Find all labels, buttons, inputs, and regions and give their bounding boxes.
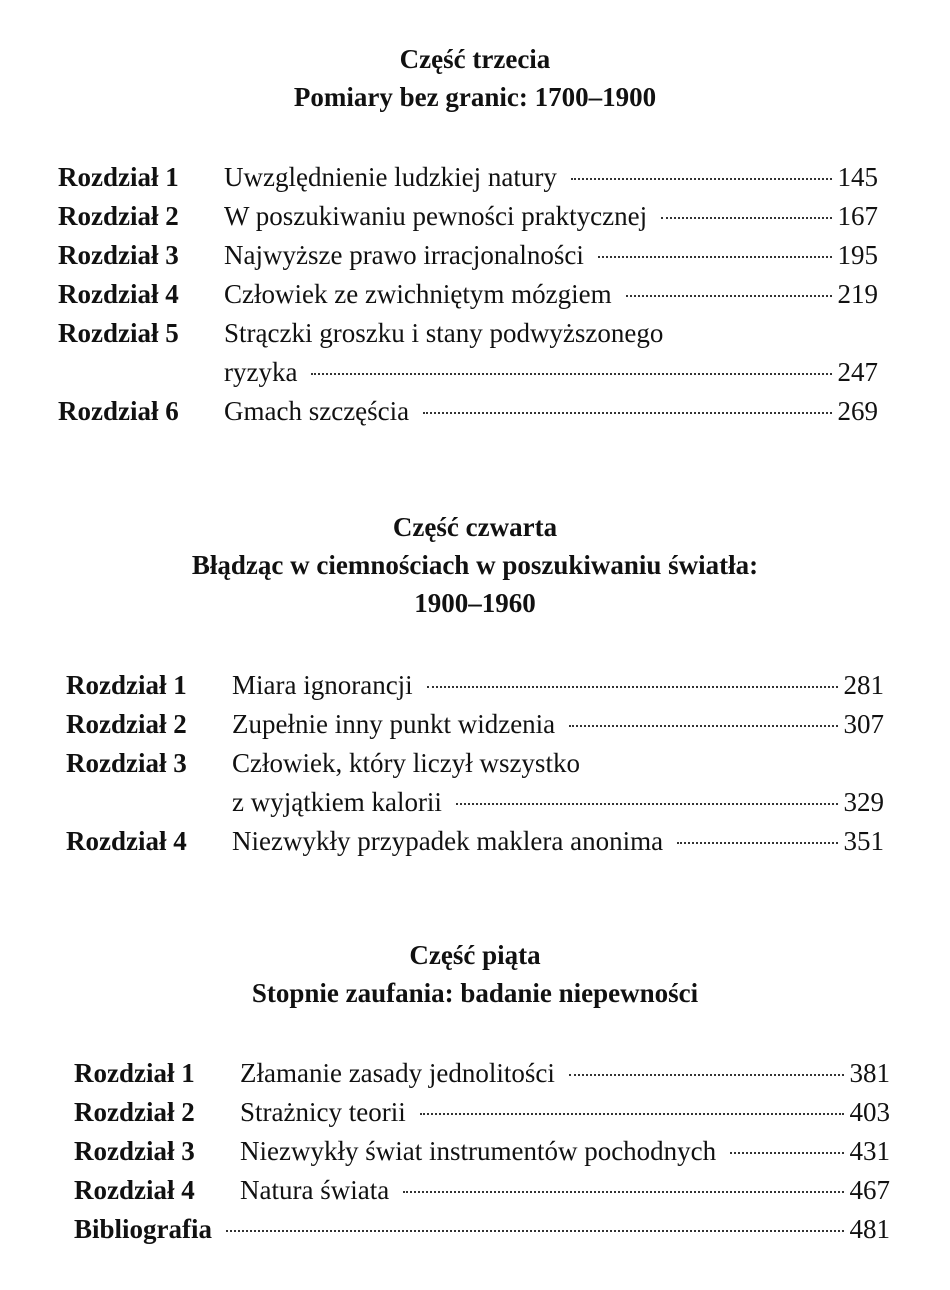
dot-leader: [677, 842, 837, 844]
part-4-number: Część czwarta: [392, 512, 558, 542]
page-number: 381: [849, 1058, 890, 1088]
part-4-title-years: 1900–1960: [414, 588, 536, 618]
page-number: 467: [849, 1175, 890, 1205]
chapter-entry: [240, 1093, 890, 1131]
dot-leader: [626, 295, 832, 297]
part-4-toc: [66, 666, 884, 866]
chapter-entry: [224, 314, 878, 352]
chapter-entry: [224, 197, 878, 235]
dot-leader: [423, 412, 831, 414]
toc-row[interactable]: [74, 1132, 890, 1170]
chapter-entry: [232, 744, 884, 782]
dot-leader: [598, 256, 832, 258]
chapter-label: Rozdział 3: [66, 748, 187, 778]
toc-row[interactable]: [74, 1171, 890, 1209]
chapter-title: Człowiek, który liczył wszystko: [232, 748, 580, 778]
toc-row[interactable]: [66, 822, 884, 860]
bibliography-label: Bibliografia: [74, 1214, 213, 1244]
chapter-title: Niezwykły świat instrumentów pochodnych: [240, 1136, 717, 1166]
chapter-title: Zupełnie inny punkt widzenia: [232, 709, 556, 739]
chapter-title: Miara ignorancji: [232, 670, 413, 700]
toc-row[interactable]: [58, 236, 878, 274]
part-5-title: Stopnie zaufania: badanie niepewności: [251, 978, 699, 1008]
chapter-entry: [232, 666, 884, 704]
chapter-title: Strączki groszku i stany podwyższonego: [224, 318, 664, 348]
toc-row-continuation[interactable]: [66, 783, 884, 821]
dot-leader: [456, 803, 838, 805]
page-number: 481: [849, 1214, 890, 1244]
toc-row[interactable]: [58, 158, 878, 196]
chapter-entry: [232, 783, 884, 821]
part-4-title: Błądząc w ciemnościach w poszukiwaniu światła:: [191, 550, 759, 580]
chapter-entry: [240, 1132, 890, 1170]
page-number: 307: [843, 709, 884, 739]
chapter-label: Rozdział 3: [58, 240, 179, 270]
chapter-title: W poszukiwaniu pewności praktycznej: [224, 201, 648, 231]
chapter-label: Rozdział 1: [58, 162, 179, 192]
toc-row[interactable]: [74, 1054, 890, 1092]
part-5-heading: [0, 936, 950, 1012]
page-number: 329: [843, 787, 884, 817]
dot-leader: [311, 373, 831, 375]
chapter-title: Złamanie zasady jednolitości: [240, 1058, 555, 1088]
dot-leader: [403, 1191, 843, 1193]
toc-row[interactable]: [66, 744, 884, 782]
toc-row[interactable]: [74, 1093, 890, 1131]
chapter-label: Rozdział 2: [66, 709, 187, 739]
toc-row[interactable]: [66, 666, 884, 704]
chapter-label: Rozdział 6: [58, 396, 179, 426]
part-5-number: Część piąta: [409, 940, 541, 970]
dot-leader: [571, 178, 832, 180]
chapter-label: Rozdział 3: [74, 1136, 195, 1166]
chapter-label: Rozdział 5: [58, 318, 179, 348]
dot-leader: [226, 1230, 843, 1232]
toc-row[interactable]: [58, 392, 878, 430]
part-3-title: Pomiary bez granic: 1700–1900: [293, 82, 657, 112]
chapter-title-continued: ryzyka: [224, 357, 298, 387]
page-number: 195: [837, 240, 878, 270]
chapter-entry: [224, 392, 878, 430]
chapter-title: Człowiek ze zwichniętym mózgiem: [224, 279, 612, 309]
chapter-title: Natura świata: [240, 1175, 390, 1205]
toc-row[interactable]: [58, 197, 878, 235]
toc-row-bibliography[interactable]: [74, 1210, 890, 1248]
page-number: 351: [843, 826, 884, 856]
dot-leader: [730, 1152, 843, 1154]
toc-row[interactable]: [66, 705, 884, 743]
chapter-title: Strażnicy teorii: [240, 1097, 406, 1127]
toc-row-continuation[interactable]: [58, 353, 878, 391]
part-3-toc: [58, 158, 878, 428]
page-number: 167: [837, 201, 878, 231]
chapter-entry: [232, 822, 884, 860]
chapter-entry: [240, 1054, 890, 1092]
chapter-label: Rozdział 2: [58, 201, 179, 231]
page-number: 281: [843, 670, 884, 700]
chapter-entry: [224, 236, 878, 274]
toc-row[interactable]: [58, 314, 878, 352]
chapter-entry: [224, 158, 878, 196]
chapter-entry: [232, 705, 884, 743]
chapter-label: Rozdział 4: [58, 279, 179, 309]
page-number: 431: [849, 1136, 890, 1166]
chapter-label: Rozdział 4: [66, 826, 187, 856]
page-number: 145: [837, 162, 878, 192]
part-3-number: Część trzecia: [399, 44, 551, 74]
chapter-label: Rozdział 1: [66, 670, 187, 700]
chapter-entry: [224, 275, 878, 313]
page-number: 269: [837, 396, 878, 426]
page-number: 219: [837, 279, 878, 309]
part-4-heading: [0, 508, 950, 622]
bibliography-entry: [74, 1210, 890, 1248]
chapter-entry: [224, 353, 878, 391]
dot-leader: [420, 1113, 844, 1115]
dot-leader: [569, 1074, 844, 1076]
chapter-label: Rozdział 1: [74, 1058, 195, 1088]
page-number: 247: [837, 357, 878, 387]
chapter-title: Uwzględnienie ludzkiej natury: [224, 162, 557, 192]
chapter-entry: [240, 1171, 890, 1209]
dot-leader: [427, 686, 838, 688]
part-3-heading: [0, 40, 950, 116]
chapter-title: Najwyższe prawo irracjonalności: [224, 240, 584, 270]
chapter-title-continued: z wyjątkiem kalorii: [232, 787, 442, 817]
toc-row[interactable]: [58, 275, 878, 313]
chapter-label: Rozdział 2: [74, 1097, 195, 1127]
chapter-title: Gmach szczęścia: [224, 396, 410, 426]
dot-leader: [661, 217, 831, 219]
chapter-label: Rozdział 4: [74, 1175, 195, 1205]
part-5-toc: [74, 1054, 890, 1254]
dot-leader: [569, 725, 837, 727]
chapter-title: Niezwykły przypadek maklera anonima: [232, 826, 664, 856]
page-number: 403: [849, 1097, 890, 1127]
